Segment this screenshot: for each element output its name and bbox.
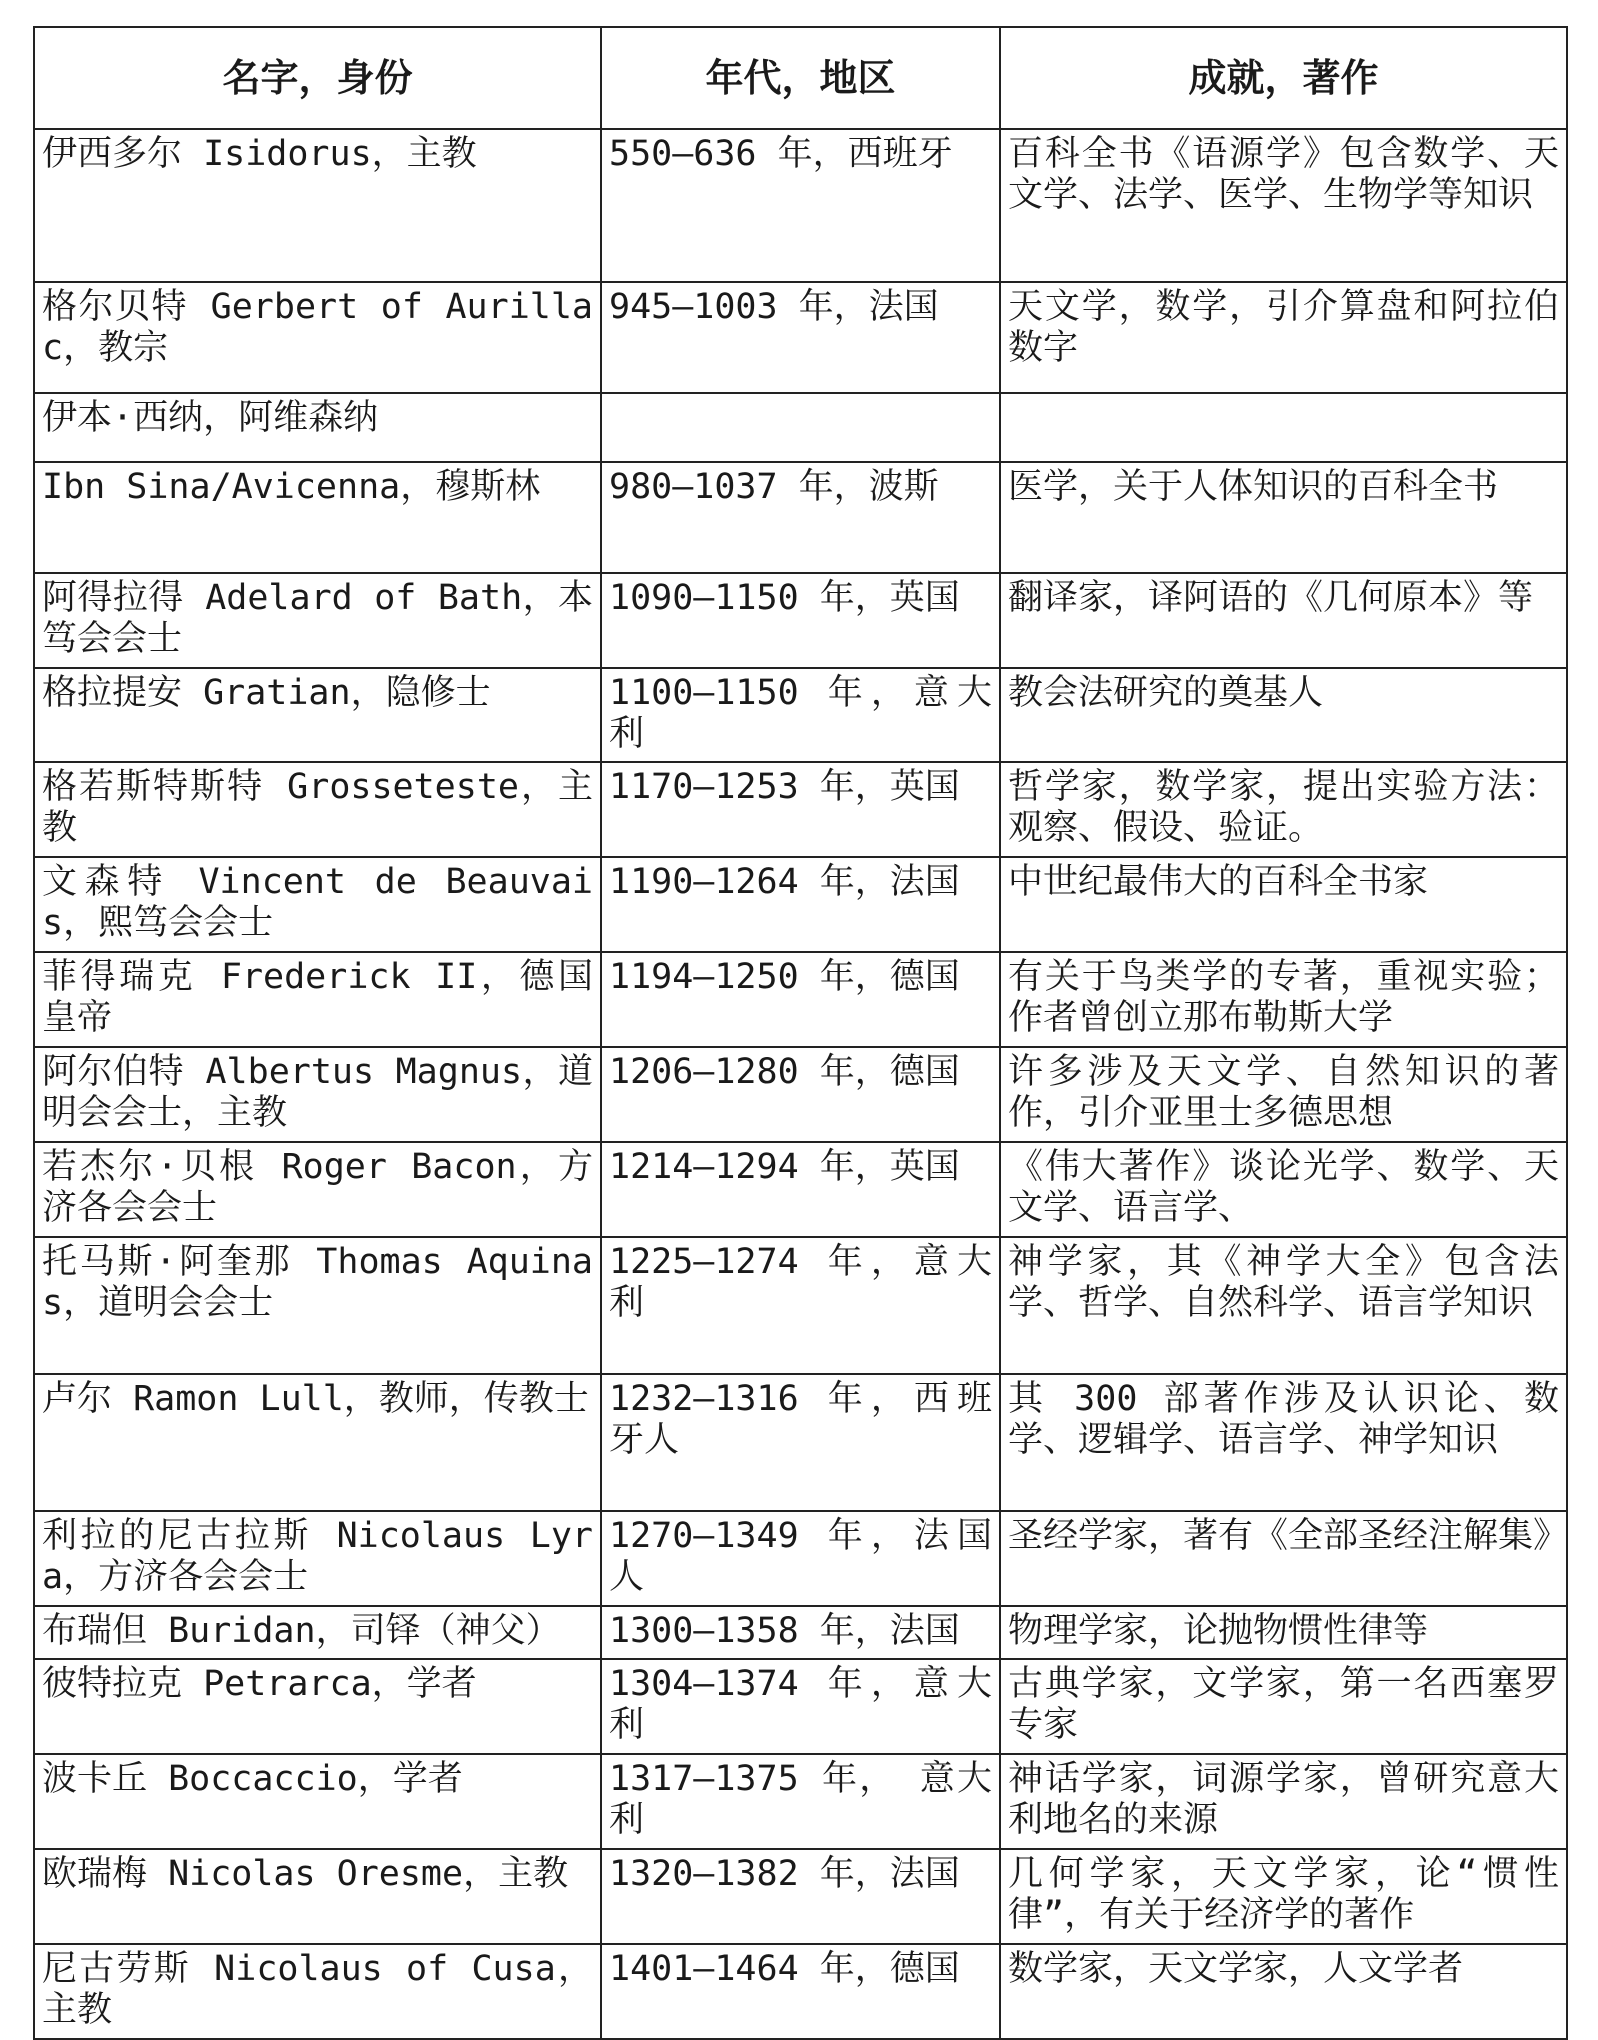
cell-era: 550–636 年，西班牙 (601, 129, 1000, 282)
cell-name: 阿得拉得 Adelard of Bath，本笃会会士 (34, 573, 601, 668)
cell-era: 1304–1374 年，意大利 (601, 1659, 1000, 1754)
cell-name: 格拉提安 Gratian，隐修士 (34, 668, 601, 762)
cell-works: 神话学家，词源学家，曾研究意大利地名的来源 (1000, 1754, 1567, 1849)
table-row (34, 668, 1567, 762)
cell-era: 1214–1294 年，英国 (601, 1142, 1000, 1237)
cell-works: 天文学，数学，引介算盘和阿拉伯数字 (1000, 282, 1567, 393)
table-row (34, 1849, 1567, 1944)
table-row (34, 1754, 1567, 1849)
cell-name: 文森特 Vincent de Beauvais，熙笃会会士 (34, 857, 601, 952)
table-row (34, 129, 1567, 282)
table-row (34, 393, 1567, 462)
cell-era: 1270–1349 年，法国人 (601, 1511, 1000, 1606)
cell-works: 医学，关于人体知识的百科全书 (1000, 462, 1567, 573)
cell-era: 1401–1464 年，德国 (601, 1944, 1000, 2039)
cell-works: 翻译家，译阿语的《几何原本》等 (1000, 573, 1567, 668)
cell-era: 1100–1150 年，意大利 (601, 668, 1000, 762)
cell-era: 1317–1375 年， 意大利 (601, 1754, 1000, 1849)
header-era-region: 年代，地区 (601, 27, 1000, 129)
cell-era: 1190–1264 年，法国 (601, 857, 1000, 952)
cell-name: 阿尔伯特 Albertus Magnus，道明会会士，主教 (34, 1047, 601, 1142)
cell-era: 1232–1316 年，西班牙人 (601, 1374, 1000, 1511)
cell-name: Ibn Sina/Avicenna，穆斯林 (34, 462, 601, 573)
cell-era: 1194–1250 年，德国 (601, 952, 1000, 1047)
table-row (34, 762, 1567, 857)
table-row (34, 1606, 1567, 1659)
table-body (34, 129, 1567, 2039)
cell-era: 980–1037 年，波斯 (601, 462, 1000, 573)
cell-works: 古典学家，文学家，第一名西塞罗专家 (1000, 1659, 1567, 1754)
cell-name: 托马斯·阿奎那 Thomas Aquinas，道明会会士 (34, 1237, 601, 1374)
cell-name: 欧瑞梅 Nicolas Oresme，主教 (34, 1849, 601, 1944)
cell-era: 945–1003 年，法国 (601, 282, 1000, 393)
cell-works: 许多涉及天文学、自然知识的著作，引介亚里士多德思想 (1000, 1047, 1567, 1142)
table-row (34, 573, 1567, 668)
cell-works: 哲学家，数学家，提出实验方法：观察、假设、验证。 (1000, 762, 1567, 857)
cell-era: 1090–1150 年，英国 (601, 573, 1000, 668)
cell-works: 物理学家，论抛物惯性律等 (1000, 1606, 1567, 1659)
cell-works: 数学家，天文学家，人文学者 (1000, 1944, 1567, 2039)
cell-name: 卢尔 Ramon Lull，教师，传教士 (34, 1374, 601, 1511)
cell-name: 利拉的尼古拉斯 Nicolaus Lyra，方济各会会士 (34, 1511, 601, 1606)
cell-works: 《伟大著作》谈论光学、数学、天文学、语言学、 (1000, 1142, 1567, 1237)
table-row (34, 462, 1567, 573)
cell-era: 1206–1280 年，德国 (601, 1047, 1000, 1142)
table-row (34, 1142, 1567, 1237)
table-row (34, 1047, 1567, 1142)
header-name-identity: 名字，身份 (34, 27, 601, 129)
table-row (34, 1659, 1567, 1754)
cell-era (601, 393, 1000, 462)
cell-works: 教会法研究的奠基人 (1000, 668, 1567, 762)
cell-works: 中世纪最伟大的百科全书家 (1000, 857, 1567, 952)
cell-works: 圣经学家，著有《全部圣经注解集》 (1000, 1511, 1567, 1606)
cell-era: 1320–1382 年，法国 (601, 1849, 1000, 1944)
table-row (34, 1944, 1567, 2039)
cell-era: 1170–1253 年，英国 (601, 762, 1000, 857)
cell-name: 菲得瑞克 Frederick II，德国皇帝 (34, 952, 601, 1047)
cell-name: 布瑞但 Buridan，司铎（神父） (34, 1606, 601, 1659)
cell-name: 尼古劳斯 Nicolaus of Cusa，主教 (34, 1944, 601, 2039)
cell-name: 若杰尔·贝根 Roger Bacon，方济各会会士 (34, 1142, 601, 1237)
header-achievements-works: 成就，著作 (1000, 27, 1567, 129)
cell-works: 其 300 部著作涉及认识论、数学、逻辑学、语言学、神学知识 (1000, 1374, 1567, 1511)
cell-works: 神学家，其《神学大全》包含法学、哲学、自然科学、语言学知识 (1000, 1237, 1567, 1374)
cell-works (1000, 393, 1567, 462)
table-header (34, 27, 1567, 129)
table-row (34, 282, 1567, 393)
cell-works: 百科全书《语源学》包含数学、天文学、法学、医学、生物学等知识 (1000, 129, 1567, 282)
cell-name: 波卡丘 Boccaccio，学者 (34, 1754, 601, 1849)
cell-works: 几何学家，天文学家，论“惯性律”，有关于经济学的著作 (1000, 1849, 1567, 1944)
table-row (34, 1374, 1567, 1511)
cell-name: 格若斯特斯特 Grosseteste，主教 (34, 762, 601, 857)
cell-name: 伊本·西纳，阿维森纳 (34, 393, 601, 462)
cell-era: 1300–1358 年，法国 (601, 1606, 1000, 1659)
cell-name: 伊西多尔 Isidorus，主教 (34, 129, 601, 282)
cell-name: 格尔贝特 Gerbert of Aurillac，教宗 (34, 282, 601, 393)
table-row (34, 1237, 1567, 1374)
table-row (34, 1511, 1567, 1606)
header-row (34, 27, 1567, 129)
scholars-table (33, 26, 1568, 2040)
table-row (34, 952, 1567, 1047)
cell-works: 有关于鸟类学的专著，重视实验；作者曾创立那布勒斯大学 (1000, 952, 1567, 1047)
table-row (34, 857, 1567, 952)
cell-name: 彼特拉克 Petrarca，学者 (34, 1659, 601, 1754)
cell-era: 1225–1274 年，意大利 (601, 1237, 1000, 1374)
